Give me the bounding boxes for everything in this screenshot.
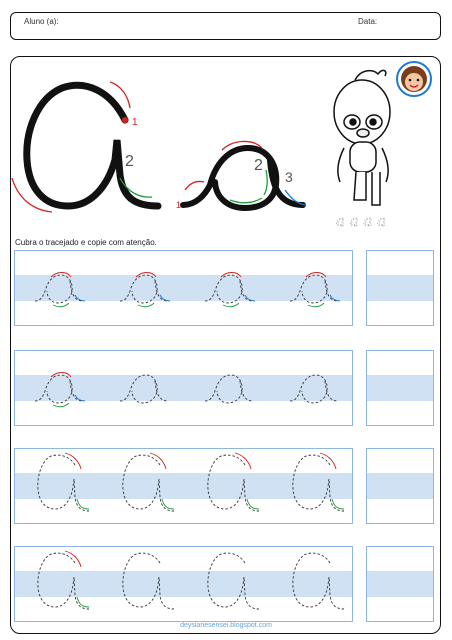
dashed-letter-guide (38, 453, 89, 511)
guide-band (367, 473, 433, 499)
footer-url: deysianesensei.blogspot.com (180, 622, 272, 629)
copy-practice-box[interactable] (366, 546, 434, 622)
student-name-label: Aluno (a): (24, 17, 59, 26)
stroke-number-1: 1 (176, 200, 182, 210)
dashed-letter-guide (208, 453, 259, 511)
stroke-number-2: 2 (254, 157, 263, 174)
dashed-letter-guide (120, 375, 168, 403)
uppercase-letter-model (12, 82, 158, 212)
guide-band (367, 275, 433, 301)
tracing-line-box[interactable] (14, 448, 353, 524)
teacher-avatar (397, 62, 431, 96)
stroke-number-3: 3 (285, 169, 293, 185)
dashed-letter-guide (293, 453, 344, 511)
dotted-letter-hint: a a a a (336, 212, 387, 230)
dashed-letter-guide (205, 273, 255, 307)
instruction-text: Cubra o tracejado e copie com atenção. (15, 238, 157, 247)
dashed-letter-guide (293, 553, 344, 609)
dashed-letter-guide (290, 375, 338, 403)
dashed-letter-guide (123, 553, 174, 609)
tracing-line-box[interactable] (14, 546, 353, 622)
guide-band (367, 571, 433, 597)
dashed-letter-guide (123, 453, 174, 511)
stroke-number-2: 2 (125, 153, 134, 170)
stroke-number-1: 1 (132, 117, 138, 128)
ostrich-illustration (334, 70, 390, 205)
dashed-letter-guide (205, 375, 253, 403)
dashed-letter-guide (290, 273, 340, 307)
copy-practice-box[interactable] (366, 250, 434, 326)
tracing-line-box[interactable] (14, 350, 353, 426)
dashed-letter-guide (208, 553, 259, 609)
dashed-letter-guide (38, 551, 89, 609)
copy-practice-box[interactable] (366, 448, 434, 524)
date-label: Data: (358, 17, 378, 26)
guide-band (367, 375, 433, 401)
copy-practice-box[interactable] (366, 350, 434, 426)
dashed-letter-guide (35, 373, 85, 407)
dashed-letter-guide (35, 273, 85, 307)
lowercase-letter-model (176, 141, 306, 210)
tracing-line-box[interactable] (14, 250, 353, 326)
dashed-letter-guide (120, 273, 170, 307)
